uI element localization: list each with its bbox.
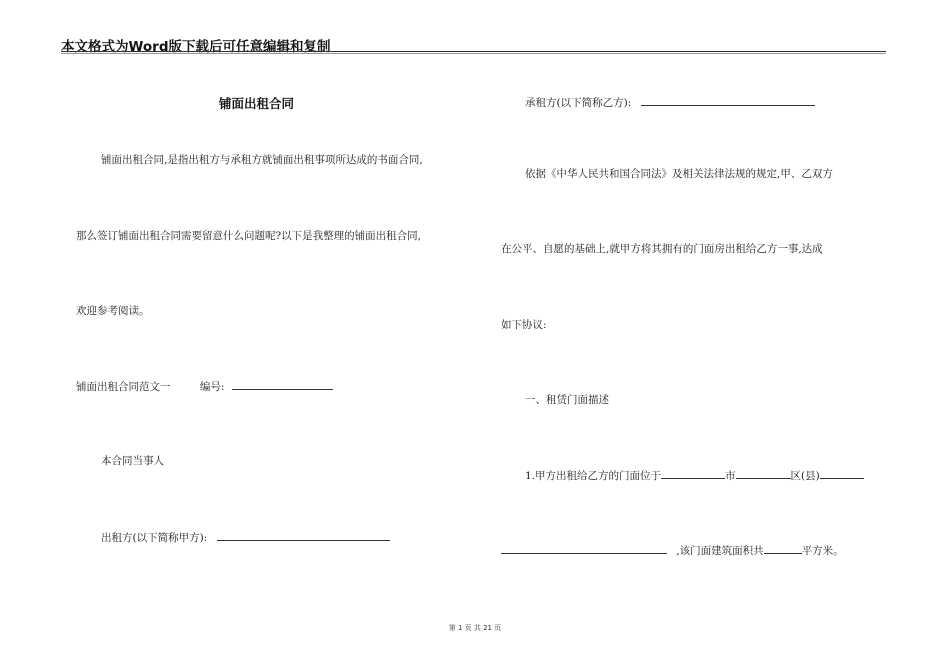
sample-title: 铺面出租合同范文一 xyxy=(76,381,171,393)
item-1-continuation xyxy=(501,542,844,558)
lessor-line xyxy=(101,529,390,545)
area-text: ,该门面建筑面积共 xyxy=(676,545,764,557)
area-unit: 平方米。 xyxy=(801,545,844,557)
contract-number-blank xyxy=(232,378,333,390)
header-divider-thin xyxy=(61,53,886,54)
city-label: 市 xyxy=(725,470,736,482)
city-blank xyxy=(661,467,725,479)
right-paragraph-3: 如下协议: xyxy=(501,319,547,331)
district-label: 区(县) xyxy=(790,470,820,482)
header-divider xyxy=(61,51,886,52)
left-paragraph-2: 那么签订铺面出租合同需要留意什么问题呢?以下是我整理的铺面出租合同, xyxy=(76,230,421,242)
document-title: 铺面出租合同 xyxy=(219,96,295,111)
contract-number-label: 编号: xyxy=(199,381,225,393)
lessor-label: 出租方(以下简称甲方): xyxy=(101,532,208,544)
parties-heading: 本合同当事人 xyxy=(101,455,164,467)
item-1-line xyxy=(525,467,864,483)
address-detail-blank xyxy=(501,542,667,554)
lessee-line xyxy=(525,94,815,110)
district-blank xyxy=(736,467,791,479)
item-1-prefix: 1.甲方出租给乙方的门面位于 xyxy=(525,470,662,482)
lessee-label: 承租方(以下简称乙方): xyxy=(525,97,632,109)
area-blank xyxy=(764,542,802,554)
page-footer: 第 1 页 共 21 页 xyxy=(448,624,502,632)
right-paragraph-1: 依据《中华人民共和国合同法》及相关法律法规的规定,甲、乙双方 xyxy=(525,168,833,180)
sample-heading-line xyxy=(76,378,333,394)
lessor-blank xyxy=(217,529,390,541)
document-header-title: 本文格式为Word版下载后可任意编辑和复制 xyxy=(61,39,331,55)
left-paragraph-3: 欢迎参考阅读。 xyxy=(76,305,150,317)
address-blank xyxy=(820,467,864,479)
right-paragraph-2: 在公平、自愿的基础上,就甲方将其拥有的门面房出租给乙方一事,达成 xyxy=(501,243,823,255)
lessee-blank xyxy=(641,94,815,106)
section-1-heading: 一、租赁门面描述 xyxy=(525,394,609,406)
left-paragraph-1: 铺面出租合同,是指出租方与承租方就铺面出租事项所达成的书面合同, xyxy=(101,154,423,166)
